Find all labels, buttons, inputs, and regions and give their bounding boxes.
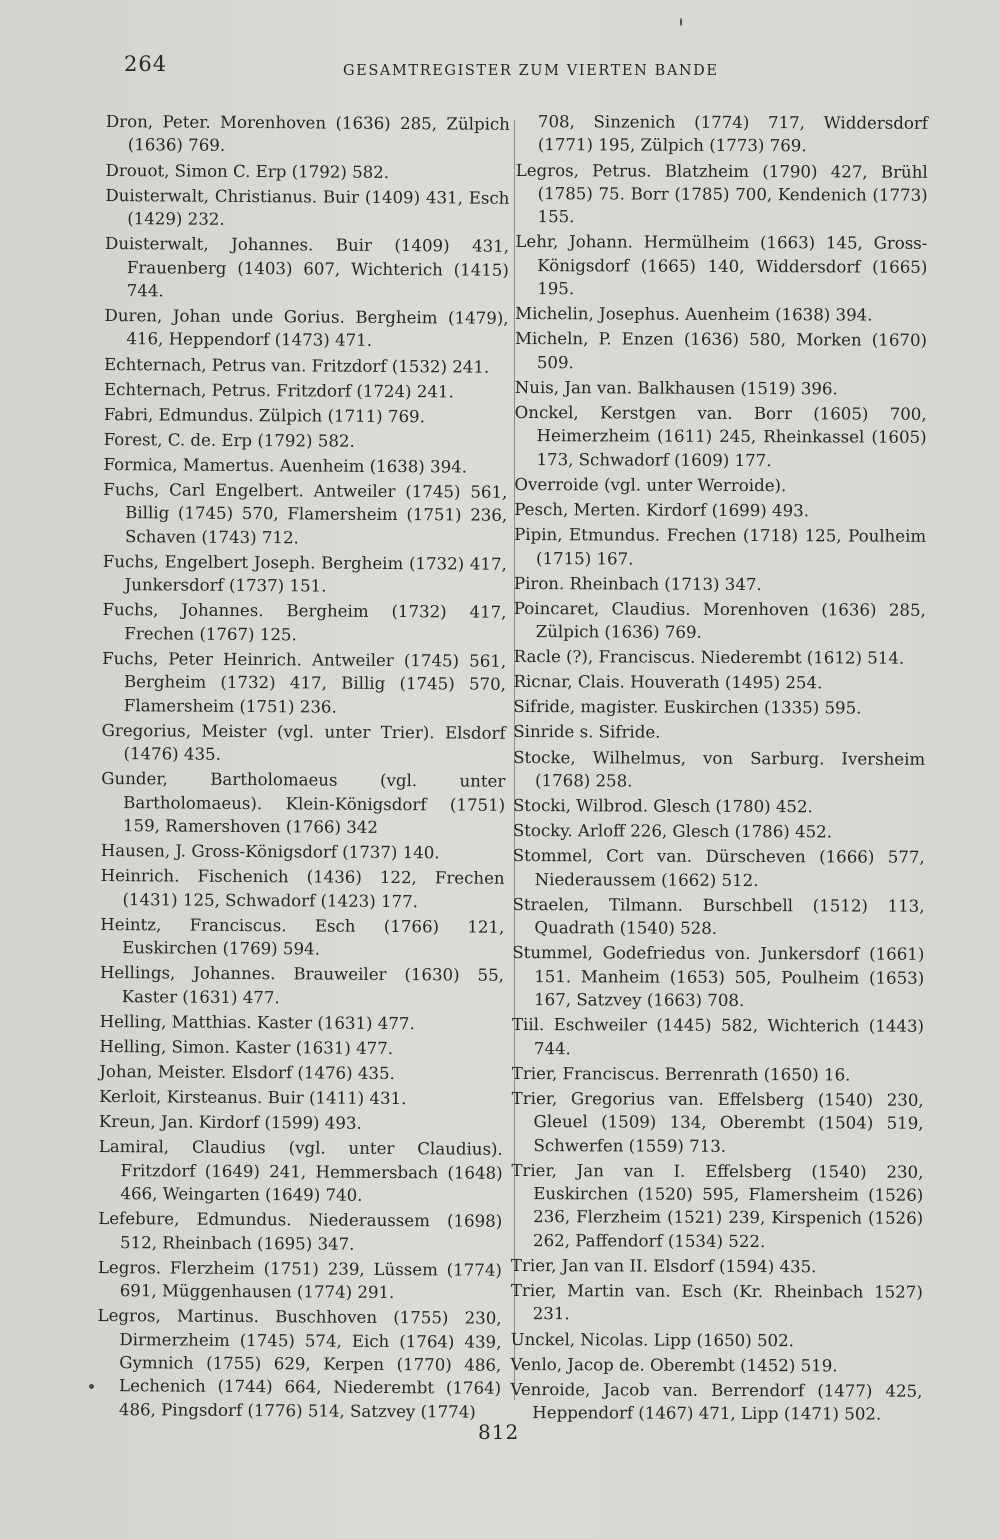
- index-entry: Stocki, Wilbrod. Glesch (1780) 452.: [512, 796, 813, 817]
- index-entry: Fuchs, Johannes. Bergheim (1732) 417, Frechen (1767) 125.: [102, 600, 507, 645]
- index-entry: Fuchs, Engelbert Joseph. Bergheim (1732) 417, Junkersdorf (1737) 151.: [102, 551, 507, 596]
- index-entry: Legros. Flerzheim (1751) 239, Lüssem (1774) 691, Müggenhausen (1774) 291.: [97, 1257, 502, 1303]
- left-index-column: [97, 110, 510, 1426]
- index-entry: Ricnar, Clais. Houverath (1495) 254.: [513, 672, 823, 693]
- index-entry: Helling, Simon. Kaster (1631) 477.: [99, 1036, 394, 1058]
- index-entry: Heintz, Franciscus. Esch (1766) 121, Euskirchen (1769) 594.: [100, 914, 505, 959]
- index-entry: Overroide (vgl. unter Werroide).: [514, 474, 787, 496]
- index-entry: Racle (?), Franciscus. Niederembt (1612) 514.: [513, 647, 905, 668]
- index-entry: Straelen, Tilmann. Burschbell (1512) 113, Quadrath (1540) 528.: [512, 894, 925, 939]
- index-entry: Micheln, P. Enzen (1636) 580, Morken (1670) 509.: [514, 329, 928, 373]
- index-entry: Gregorius, Meister (vgl. unter Trier). Elsdorf (1476) 435.: [101, 720, 506, 765]
- index-entry: Trier, Franciscus. Berrenrath (1650) 16.: [511, 1063, 851, 1085]
- page-number: 264: [124, 52, 168, 76]
- index-entry: Johan, Meister. Elsdorf (1476) 435.: [99, 1061, 395, 1084]
- index-entry: Kreun, Jan. Kirdorf (1599) 493.: [98, 1112, 362, 1133]
- index-entry: Helling, Matthias. Kaster (1631) 477.: [99, 1011, 415, 1033]
- index-entry: Kerloit, Kirsteanus. Buir (1411) 431.: [99, 1087, 407, 1109]
- index-entry: Dron, Peter. Morenhoven (1636) 285, Zülpich (1636) 769.: [105, 111, 510, 156]
- continued-entry: 708, Sinzenich (1774) 717, Widdersdorf (1771) 195, Zülpich (1773) 769.: [537, 112, 928, 156]
- index-entry: Duren, Johan unde Gorius. Bergheim (1479), 416, Heppendorf (1473) 471.: [104, 305, 509, 351]
- index-entry: Stocky. Arloff 226, Glesch (1786) 452.: [512, 821, 833, 842]
- index-entry: Hausen, J. Gross-Königsdorf (1737) 140.: [100, 841, 440, 863]
- running-head: GESAMTREGISTER ZUM VIERTEN BANDE: [343, 63, 719, 79]
- index-entry: Echternach, Petrus. Fritzdorf (1724) 241.: [103, 379, 454, 402]
- index-entry: Lehr, Johann. Hermülheim (1663) 145, Gross-Königsdorf (1665) 140, Widdersdorf (1665) 195.: [515, 232, 928, 299]
- index-entry: Trier, Jan van I. Effelsberg (1540) 230, Euskirchen (1520) 595, Flamersheim (1526) 236, Flerzheim (1521) 239, Kirspenich (1526) 262, Paffendorf (1534) 522.: [511, 1160, 924, 1251]
- right-index-column: [510, 110, 928, 1428]
- sheet-number: 812: [478, 1420, 520, 1444]
- index-entry: Lamiral, Claudius (vgl. unter Claudius). Fritzdorf (1649) 241, Hemmersbach (1648) 466, Weingarten (1649) 740.: [98, 1137, 503, 1205]
- index-entry: Michelin, Josephus. Auenheim (1638) 394.: [515, 304, 873, 325]
- index-entry: Formica, Mamertus. Auenheim (1638) 394.: [103, 454, 468, 477]
- index-entry: Venlo, Jacop de. Oberembt (1452) 519.: [510, 1354, 838, 1376]
- index-entry: Trier, Martin van. Esch (Kr. Rheinbach 1527) 231.: [510, 1281, 923, 1324]
- index-entry: Onckel, Kerstgen van. Borr (1605) 700, Heimerzheim (1611) 245, Rheinkassel (1605) 173, Schwadorf (1609) 177.: [514, 402, 927, 470]
- index-entry: Duisterwalt, Christianus. Buir (1409) 431, Esch (1429) 232.: [105, 185, 510, 229]
- print-speck: [89, 1384, 94, 1389]
- index-entry: Trier, Jan van II. Elsdorf (1594) 435.: [510, 1255, 817, 1277]
- index-entry: Piron. Rheinbach (1713) 347.: [513, 573, 762, 594]
- index-entry: Fuchs, Carl Engelbert. Antweiler (1745) 561, Billig (1745) 570, Flamersheim (1751) 236, Schaven (1743) 712.: [103, 479, 508, 548]
- index-entry: Gunder, Bartholomaeus (vgl. unter Bartholomaeus). Klein-Königsdorf (1751) 159, Ramershoven (1766) 342: [101, 769, 506, 838]
- index-entry: Heinrich. Fischenich (1436) 122, Frechen (1431) 125, Schwadorf (1423) 177.: [100, 866, 505, 911]
- index-entry: Pipin, Etmundus. Frechen (1718) 125, Poulheim (1715) 167.: [514, 525, 927, 569]
- index-entry: Tiil. Eschweiler (1445) 582, Wichterich (1443) 744.: [511, 1015, 925, 1058]
- index-entry: Lefebure, Edmundus. Niederaussem (1698) 512, Rheinbach (1695) 347.: [98, 1209, 503, 1254]
- index-entry: Stommel, Cort van. Dürscheven (1666) 577, Niederaussem (1662) 512.: [512, 846, 925, 890]
- index-entry: Legros, Martinus. Buschhoven (1755) 230, Dirmerzheim (1745) 574, Eich (1764) 439, Gymnich (1755) 629, Kerpen (1770) 486, Lechenich (1744) 664, Niederembt (1764) 486, Pingsdorf (1776) 514, Satzvey (1774): [97, 1306, 502, 1422]
- index-entry: Hellings, Johannes. Brauweiler (1630) 55, Kaster (1631) 477.: [99, 963, 505, 1007]
- index-entry: Sifride, magister. Euskirchen (1335) 595.: [513, 697, 862, 718]
- index-entry: Fuchs, Peter Heinrich. Antweiler (1745) 561, Bergheim (1732) 417, Billig (1745) 570, Flamersheim (1751) 236.: [102, 648, 507, 717]
- index-entry: Duisterwalt, Johannes. Buir (1409) 431, Frauenberg (1403) 607, Wichterich (1415) 744.: [105, 234, 510, 301]
- index-entry: Nuis, Jan van. Balkhausen (1519) 396.: [514, 377, 838, 399]
- index-entry: Unckel, Nicolas. Lipp (1650) 502.: [510, 1329, 795, 1350]
- index-entry: Drouot, Simon C. Erp (1792) 582.: [105, 160, 390, 182]
- index-entry: Forest, C. de. Erp (1792) 582.: [103, 429, 355, 451]
- index-entry: Sinride s. Sifride.: [513, 722, 661, 743]
- index-entry: Pesch, Merten. Kirdorf (1699) 493.: [514, 499, 810, 521]
- index-entry: Echternach, Petrus van. Fritzdorf (1532) 241.: [104, 354, 490, 377]
- index-entry: Legros, Petrus. Blatzheim (1790) 427, Brühl (1785) 75. Borr (1785) 700, Kendenich (1773) 155.: [515, 160, 928, 227]
- index-entry: Fabri, Edmundus. Zülpich (1711) 769.: [103, 404, 425, 426]
- index-entry: Stummel, Godefriedus von. Junkersdorf (1661) 151. Manheim (1653) 505, Poulheim (1653) 167, Satzvey (1663) 708.: [512, 943, 925, 1011]
- index-entry: Venroide, Jacob van. Berrendorf (1477) 425, Heppendorf (1467) 471, Lipp (1471) 502.: [510, 1379, 923, 1424]
- index-entry: Stocke, Wilhelmus, von Sarburg. Iversheim (1768) 258.: [513, 747, 926, 791]
- print-speck: [680, 18, 682, 26]
- index-entry: Trier, Gregorius van. Effelsberg (1540) 230, Gleuel (1509) 134, Oberembt (1504) 519, Schwerfen (1559) 713.: [511, 1088, 924, 1156]
- index-entry: Poincaret, Claudius. Morenhoven (1636) 285, Zülpich (1636) 769.: [513, 598, 926, 642]
